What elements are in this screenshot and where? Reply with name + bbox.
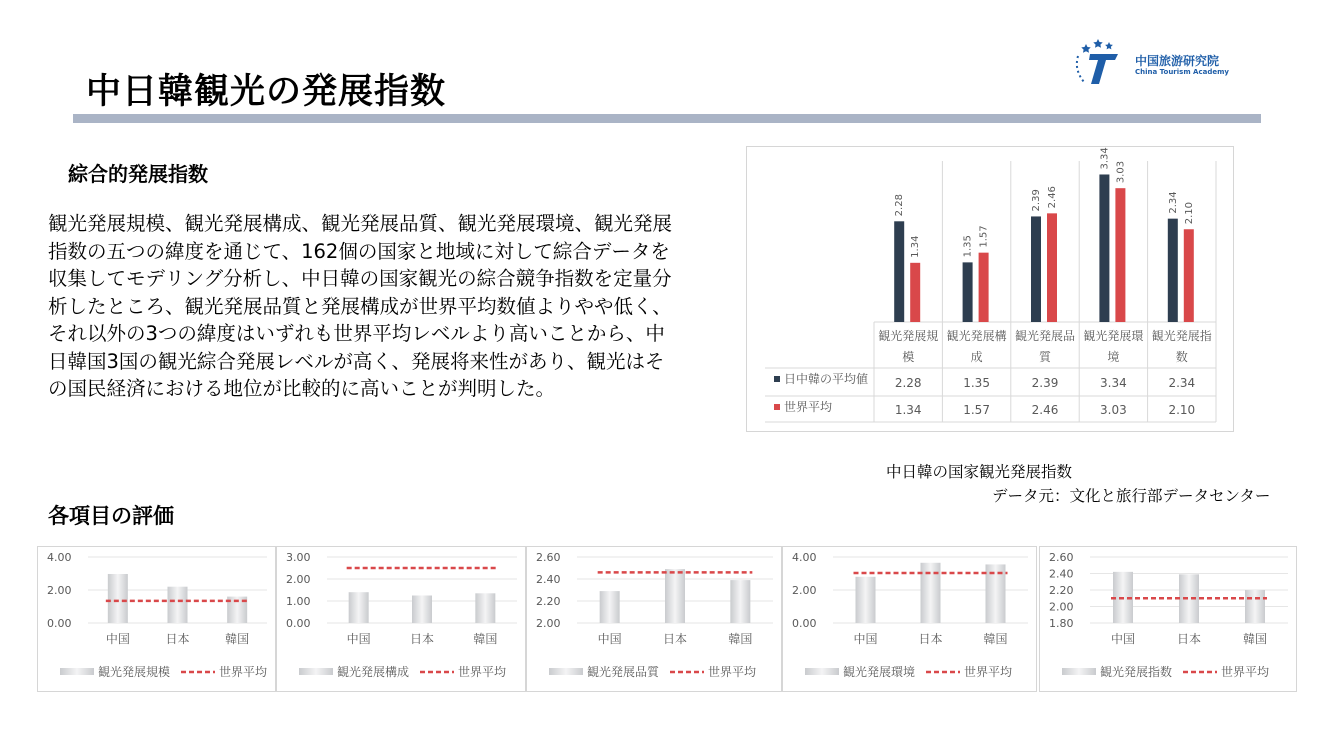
- legend-label: 世界平均: [1221, 665, 1270, 679]
- legend-label: 観光発展環境: [843, 665, 916, 679]
- y-tick-label: 2.60: [536, 551, 561, 564]
- y-tick-label: 2.00: [47, 584, 72, 597]
- bar: [1099, 174, 1109, 322]
- mini-chart-svg: [1040, 547, 1296, 691]
- main-chart-svg: [747, 147, 1233, 431]
- chart-caption: 中日韓の国家観光発展指数: [886, 463, 1073, 481]
- tick-label: 観光発展規: [878, 329, 939, 343]
- main-bar-chart: [746, 146, 1234, 432]
- bar: [475, 593, 495, 623]
- table-value: 1.34: [894, 403, 922, 417]
- mini-chart-structure: [276, 546, 526, 692]
- legend-label: 観光発展構成: [337, 665, 410, 679]
- mini-chart-environment: [782, 546, 1037, 692]
- x-tick-label: 中国: [853, 632, 878, 646]
- legend-swatch: [805, 668, 839, 675]
- bar: [600, 591, 620, 623]
- bar: [665, 569, 685, 623]
- bar: [910, 263, 920, 322]
- legend-label: 世界平均: [458, 665, 507, 679]
- x-tick-label: 日本: [1176, 632, 1202, 646]
- table-value: 1.35: [963, 376, 990, 390]
- x-tick-label: 日本: [165, 632, 190, 646]
- x-tick-label: 韓国: [728, 632, 753, 646]
- legend-label: 世界平均: [219, 665, 268, 679]
- legend-swatch: [774, 376, 780, 382]
- bar: [856, 577, 876, 623]
- tick-label: 成: [970, 350, 983, 364]
- x-tick-label: 中国: [105, 632, 130, 646]
- table-value: 2.46: [1031, 403, 1059, 417]
- y-tick-label: 4.00: [47, 551, 72, 564]
- data-label: 2.10: [1183, 201, 1195, 225]
- y-tick-label: 0.00: [286, 617, 311, 630]
- bar: [730, 580, 750, 623]
- mini-chart-svg: [783, 547, 1036, 691]
- y-tick-label: 1.80: [1049, 617, 1074, 630]
- data-label: 2.28: [894, 194, 906, 217]
- y-tick-label: 2.20: [536, 595, 561, 608]
- table-value: 2.39: [1031, 376, 1059, 390]
- y-tick-label: 2.40: [536, 573, 561, 586]
- legend-label: 日中韓の平均値: [784, 372, 869, 386]
- tick-label: 観光発展品: [1014, 329, 1076, 343]
- bar: [894, 221, 904, 322]
- body-text: 観光発展規模、観光発展構成、観光発展品質、観光発展環境、観光発展指数の五つの緯度を通じて、162個の国家と地域に対して綜合データを収集してモデリング分析し、中日韓の国家観光の綜合競争指数を定量分析したところ、観光発展品質と発展構成が世界平均数値よりやや低く、それ以外の3つの緯度はいずれも世界平均レベルより高いことから、中日韓国3国の観光綜合発展レベルが高く、発展将来性があり、観光はその国民経済における地位が比較的に高いことが判明した。: [48, 212, 673, 400]
- table-value: 2.34: [1168, 376, 1196, 390]
- y-tick-label: 2.20: [1049, 584, 1074, 597]
- x-tick-label: 韓国: [983, 632, 1008, 646]
- data-label: 3.03: [1115, 160, 1127, 184]
- data-label: 2.39: [1031, 189, 1042, 212]
- legend-label: 世界平均: [708, 665, 757, 679]
- legend-label: 観光発展品質: [587, 665, 660, 679]
- legend-swatch: [774, 404, 780, 410]
- y-tick-label: 2.00: [792, 584, 817, 597]
- y-tick-label: 1.00: [286, 595, 311, 608]
- x-tick-label: 日本: [409, 632, 435, 646]
- page-title: 中日韓観光の発展指数: [86, 72, 447, 112]
- table-value: 2.28: [894, 376, 922, 390]
- bar: [1168, 219, 1178, 322]
- table-value: 1.57: [963, 403, 990, 417]
- tick-label: 模: [902, 350, 915, 364]
- evaluation-heading: 各項目の評価: [48, 504, 174, 528]
- y-tick-label: 2.00: [286, 573, 311, 586]
- data-label: 3.34: [1099, 147, 1111, 170]
- legend-label: 世界平均: [964, 665, 1013, 679]
- bar: [168, 587, 188, 623]
- tick-label: 観光発展構: [946, 329, 1007, 343]
- mini-chart-index: [1039, 546, 1297, 692]
- tick-label: 観光発展環: [1083, 329, 1144, 343]
- bar: [349, 592, 369, 623]
- y-tick-label: 2.00: [536, 617, 561, 630]
- tick-label: 境: [1107, 350, 1120, 364]
- section-heading: 綜合的発展指数: [68, 162, 208, 186]
- legend-swatch: [60, 668, 94, 675]
- legend-swatch: [1062, 668, 1096, 675]
- table-value: 2.10: [1168, 403, 1196, 417]
- y-tick-label: 2.60: [1049, 551, 1074, 564]
- bar: [1047, 213, 1057, 322]
- bar: [108, 574, 128, 623]
- tick-label: 数: [1175, 350, 1188, 364]
- data-label: 1.57: [978, 225, 990, 248]
- bar: [979, 253, 989, 322]
- mini-chart-svg: [527, 547, 781, 691]
- table-value: 3.34: [1100, 376, 1127, 390]
- tick-label: 観光発展指: [1151, 329, 1212, 343]
- y-tick-label: 3.00: [286, 551, 311, 564]
- y-tick-label: 4.00: [792, 551, 817, 564]
- data-label: 2.46: [1047, 186, 1058, 209]
- mini-chart-quality: [526, 546, 782, 692]
- data-label: 1.35: [962, 235, 974, 258]
- mini-chart-svg: [277, 547, 525, 691]
- x-tick-label: 中国: [597, 632, 622, 646]
- bar: [1115, 188, 1125, 322]
- legend-label: 観光発展指数: [1100, 665, 1173, 679]
- bar: [1184, 229, 1194, 322]
- legend-swatch: [299, 668, 333, 675]
- logo-star-t-icon: [1072, 38, 1132, 88]
- chart-source: データ元：文化と旅行部データセンター: [992, 487, 1271, 505]
- y-tick-label: 2.00: [1049, 600, 1074, 614]
- title-underline: [73, 114, 1261, 123]
- y-tick-label: 0.00: [47, 617, 72, 630]
- tick-label: 質: [1038, 350, 1052, 364]
- x-tick-label: 韓国: [225, 632, 250, 646]
- bar: [963, 262, 973, 322]
- mini-chart-scale: [37, 546, 276, 692]
- logo-name-cn: 中国旅游研究院: [1135, 54, 1220, 68]
- x-tick-label: 韓国: [1242, 632, 1268, 646]
- bar: [412, 596, 432, 624]
- legend-label: 世界平均: [784, 400, 833, 414]
- x-tick-label: 中国: [1110, 632, 1136, 646]
- table-value: 3.03: [1100, 403, 1127, 417]
- data-label: 2.34: [1167, 191, 1179, 214]
- x-tick-label: 日本: [918, 632, 943, 646]
- data-label: 1.34: [910, 235, 922, 258]
- y-tick-label: 2.40: [1049, 567, 1074, 581]
- bar: [1245, 590, 1265, 623]
- x-tick-label: 日本: [662, 632, 688, 646]
- y-tick-label: 0.00: [792, 617, 817, 630]
- logo-name-en: China Tourism Academy: [1135, 68, 1229, 76]
- mini-chart-svg: [38, 547, 275, 691]
- legend-label: 観光発展規模: [98, 665, 171, 679]
- x-tick-label: 中国: [346, 632, 371, 646]
- legend-swatch: [549, 668, 583, 675]
- logo: [1072, 38, 1252, 88]
- x-tick-label: 韓国: [473, 632, 498, 646]
- bar: [1031, 216, 1041, 322]
